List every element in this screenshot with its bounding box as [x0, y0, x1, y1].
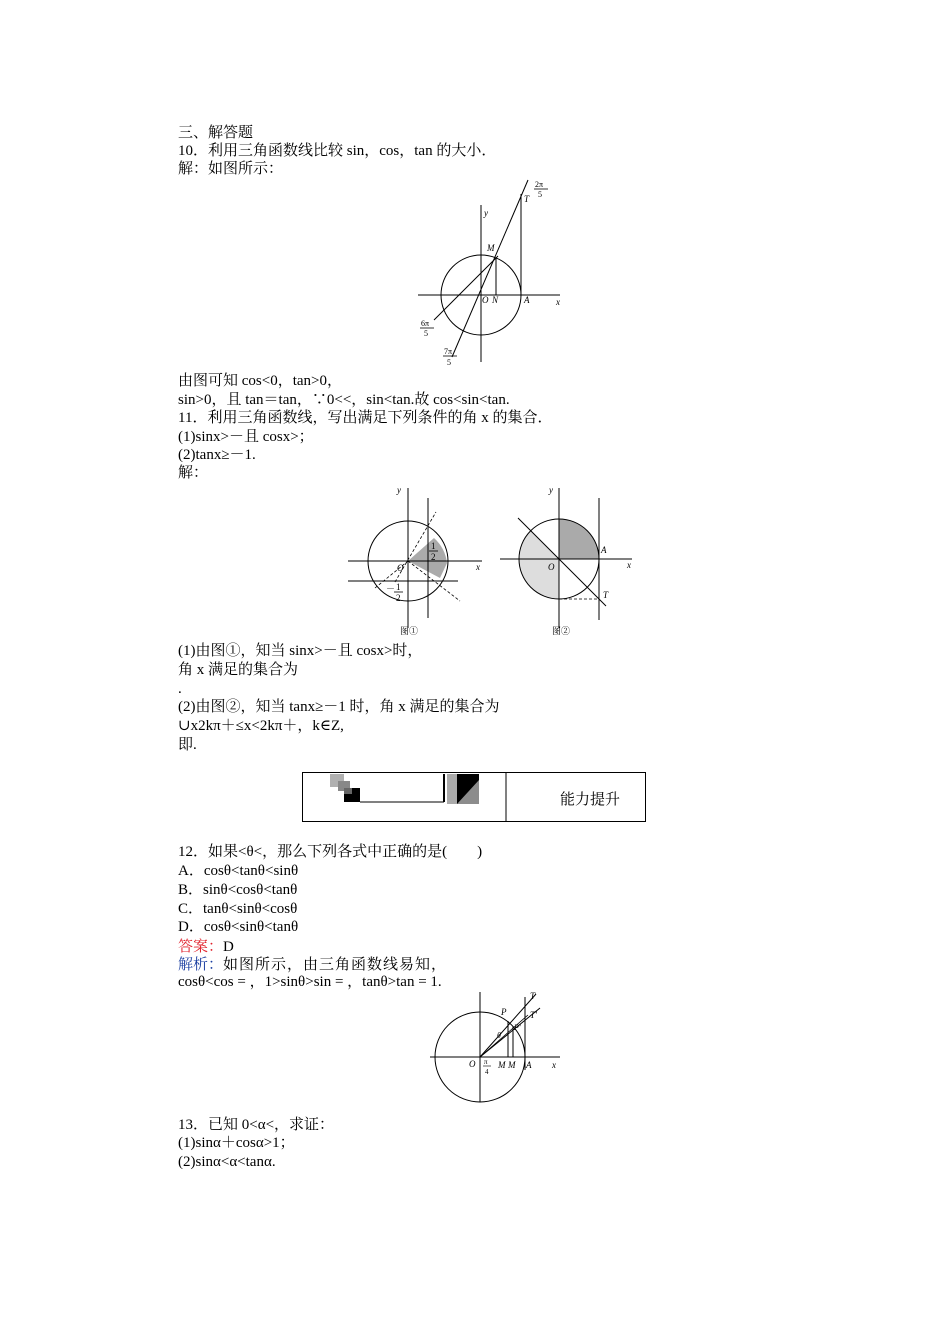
q11-answer2-line1: (2)由图②，知当 tanx≥－1 时，角 x 满足的集合为 [178, 699, 500, 715]
q10-solution-intro: 解：如图所示： [178, 161, 284, 177]
q12-answer-label: 答案： [178, 937, 224, 955]
q11-fig2-label-a: A [601, 545, 607, 555]
q11-answer1-line1: (1)由图①，知当 sinx>－且 cosx>时， [178, 643, 423, 659]
q10-line2: sin>0，且 tan＝tan，∵0<<，sin<tan.故 cos<sin<tan. [178, 392, 510, 408]
q13-part1: (1)sinα＋cosα>1； [178, 1135, 295, 1151]
q11-fig1-label-y: y [397, 485, 401, 495]
q10-frac-6pi5-den: 5 [424, 329, 428, 338]
q12-label-theta: θ [497, 1031, 501, 1040]
q10-frac-7pi5-den: 5 [447, 358, 451, 367]
q11-fig1-half-den: 2 [431, 552, 436, 562]
q10-unit-circle-figure [410, 176, 570, 372]
q10-label-n: N [492, 295, 499, 305]
q11-fig1-neg-half-den: 2 [396, 593, 401, 603]
q10-ray-6pi5 [434, 256, 498, 320]
q11-fig1-neg-half-num: 1 [396, 582, 401, 592]
q10-ray-2pi5 [452, 180, 528, 357]
q12-answer [178, 937, 234, 956]
q12-label-p: P [501, 1007, 507, 1017]
q12-question: 12．如果<θ<，那么下列各式中正确的是( ) [178, 844, 483, 860]
q12-label-four: 4 [485, 1068, 489, 1076]
q11-fig2-label-y: y [549, 485, 553, 495]
q13-part2: (2)sinα<α<tanα. [178, 1154, 276, 1170]
q10-label-m: M [487, 243, 495, 253]
q12-option-c: C．tanθ<sinθ<cosθ [178, 901, 298, 917]
q12-analysis-line2: cosθ<cos = ，1>sinθ>sin = ，tanθ>tan = 1. [178, 974, 442, 990]
q12-label-a: A [526, 1060, 532, 1070]
q11-figure-2 [495, 482, 640, 640]
q11-fig1-neg-sign: － [386, 584, 396, 594]
q12-unit-circle-figure [425, 988, 565, 1108]
q12-label-pi: π [484, 1058, 488, 1066]
q12-analysis-text: 如图所示，由三角函数线易知， [223, 955, 448, 973]
q11-figure-1 [340, 482, 490, 640]
q10-label-a: A [524, 295, 530, 305]
q11-fig2-label-t: T [603, 590, 609, 600]
q11-fig1-label-x: x [476, 562, 480, 572]
q12-label-p-prime: P′ [514, 1023, 521, 1032]
q12-analysis-label: 解析： [178, 955, 224, 973]
q11-fig2-label-x: x [627, 560, 631, 570]
q11-answer2-line3: 即. [178, 737, 197, 753]
q10-frac-7pi5-num: 7π [444, 347, 453, 356]
q10-label-t: T [524, 194, 530, 204]
q12-label-x: x [552, 1060, 556, 1070]
q12-option-d: D．cosθ<sinθ<tanθ [178, 919, 299, 935]
banner-label: 能力提升 [560, 791, 621, 808]
q10-frac-6pi5-num: 6π [421, 319, 430, 328]
q11-cond2: (2)tanx≥－1. [178, 447, 256, 463]
q12-analysis [178, 955, 447, 974]
q11-question: 11．利用三角函数线，写出满足下列条件的角 x 的集合． [178, 410, 553, 426]
q12-label-o: O [469, 1059, 476, 1069]
q10-line1: 由图可知 cos<0，tan>0， [178, 373, 342, 389]
q11-solution-intro: 解： [178, 465, 209, 481]
q10-label-o: O [482, 295, 489, 305]
section-heading: 三、解答题 [178, 125, 254, 141]
q11-fig1-caption: 图① [400, 626, 419, 636]
q12-option-b: B．sinθ<cosθ<tanθ [178, 882, 298, 898]
q11-fig2-label-o: O [548, 562, 555, 572]
q11-fig2-caption: 图② [552, 626, 571, 636]
q12-label-t-prime: T′ [530, 1010, 537, 1020]
q12-answer-value: D [223, 939, 234, 955]
q12-option-a: A．cosθ<tanθ<sinθ [178, 863, 299, 879]
q10-question: 10．利用三角函数线比较 sin，cos，tan 的大小． [178, 143, 497, 159]
q10-label-y: y [484, 208, 488, 218]
q11-fig1-label-o: O [397, 563, 404, 573]
q10-label-x: x [556, 297, 560, 307]
q13-question: 13．已知 0<α<，求证： [178, 1117, 335, 1133]
q11-fig1-half-num: 1 [431, 541, 436, 551]
q11-fig2-dark-sector [559, 519, 599, 559]
q12-label-m: M [498, 1060, 506, 1070]
q11-answer1-line2: 角 x 满足的集合为 [178, 662, 299, 678]
q11-answer1-line3: . [178, 681, 182, 697]
q10-frac-2pi5-den: 5 [538, 190, 542, 199]
q10-frac-2pi5-num: 2π [535, 180, 544, 189]
q12-label-m2: M [508, 1060, 516, 1070]
q11-cond1: (1)sinx>－且 cosx>； [178, 429, 314, 445]
q11-answer2-line2: ∪x2kπ＋≤x<2kπ＋，k∈Z, [178, 718, 344, 734]
q12-label-t: T [530, 991, 536, 1001]
